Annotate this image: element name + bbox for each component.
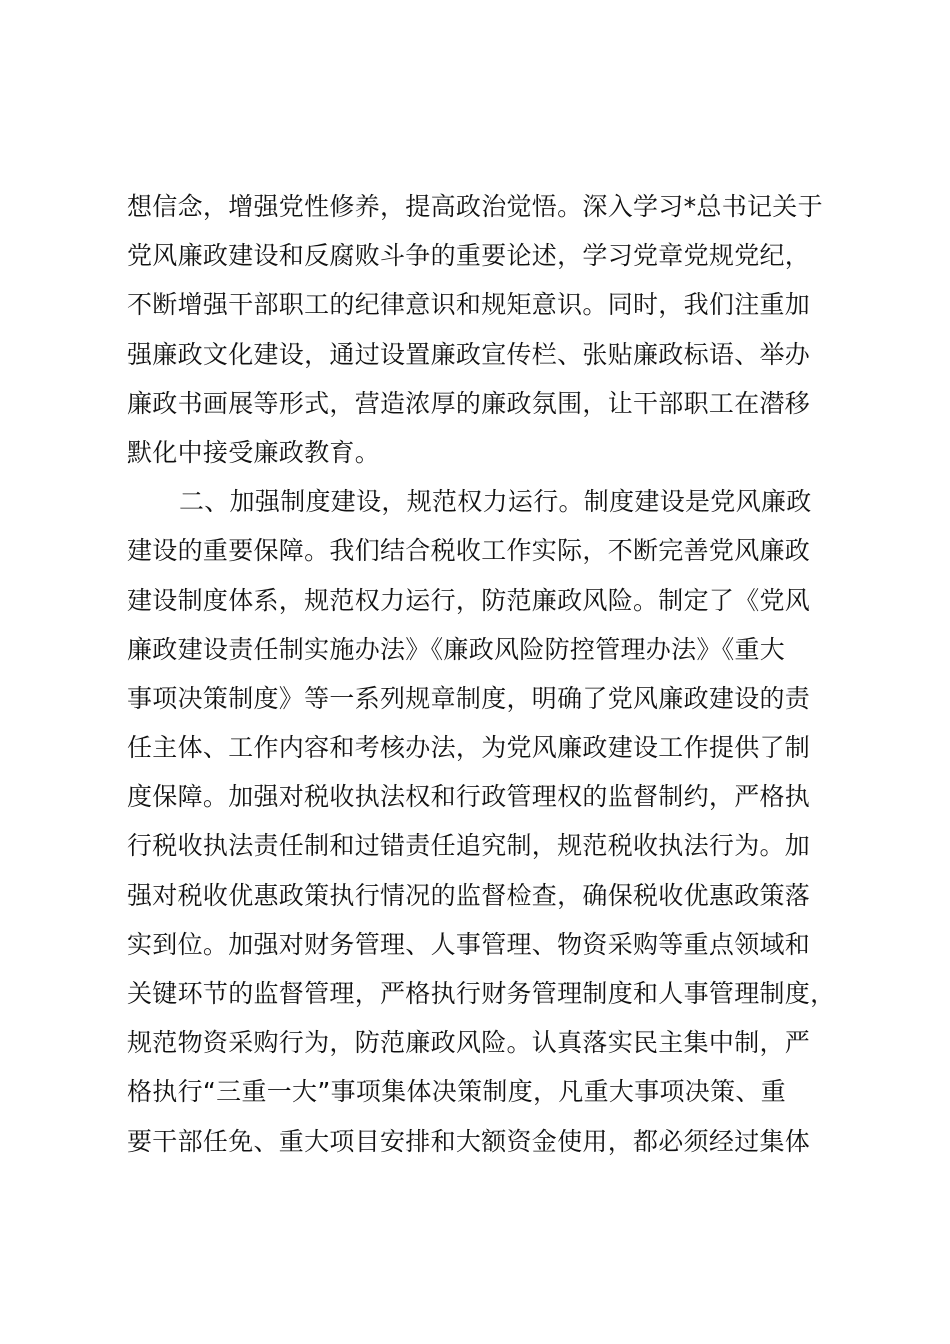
text-line: 想信念，增强党性修养，提高政治觉悟。深入学习*总书记关于 [127, 192, 823, 221]
text-line: 默化中接受廉政教育。 [127, 437, 381, 467]
text-line: 关键环节的监督管理，严格执行财务管理制度和人事管理制度， [127, 979, 836, 1008]
section-heading-line: 二、加强制度建设，规范权力运行。制度建设是党风廉政 [179, 487, 812, 517]
text-line: 要干部任免、重大项目安排和大额资金使用，都必须经过集体 [127, 1126, 811, 1156]
text-line: 行税收执法责任制和过错责任追究制，规范税收执法行为。加 [127, 831, 811, 861]
text-line: 强对税收优惠政策执行情况的监督检查，确保税收优惠政策落 [127, 880, 811, 910]
text-line: 建设的重要保障。我们结合税收工作实际，不断完善党风廉政 [127, 536, 811, 566]
text-line: 不断增强干部职工的纪律意识和规矩意识。同时，我们注重加 [127, 290, 811, 320]
text-line: 强廉政文化建设，通过设置廉政宣传栏、张贴廉政标语、举办 [127, 339, 811, 369]
text-line: 廉政书画展等形式，营造浓厚的廉政氛围，让干部职工在潜移 [127, 388, 811, 418]
text-line: 任主体、工作内容和考核办法，为党风廉政建设工作提供了制 [127, 733, 811, 763]
text-line: 事项决策制度》等一系列规章制度，明确了党风廉政建设的责 [127, 683, 811, 713]
text-line: 格执行“三重一大”事项集体决策制度，凡重大事项决策、重 [127, 1077, 787, 1107]
text-line: 廉政建设责任制实施办法》《廉政风险防控管理办法》《重大 [127, 634, 786, 664]
text-line: 规范物资采购行为，防范廉政风险。认真落实民主集中制，严 [127, 1028, 811, 1058]
body-text [127, 182, 839, 1166]
text-line: 度保障。加强对税收执法权和行政管理权的监督制约，严格执 [127, 782, 811, 812]
text-line: 党风廉政建设和反腐败斗争的重要论述，学习党章党规党纪， [127, 241, 811, 271]
text-line: 建设制度体系，规范权力运行，防范廉政风险。制定了《党风 [127, 585, 811, 615]
text-line: 实到位。加强对财务管理、人事管理、物资采购等重点领域和 [127, 929, 811, 959]
